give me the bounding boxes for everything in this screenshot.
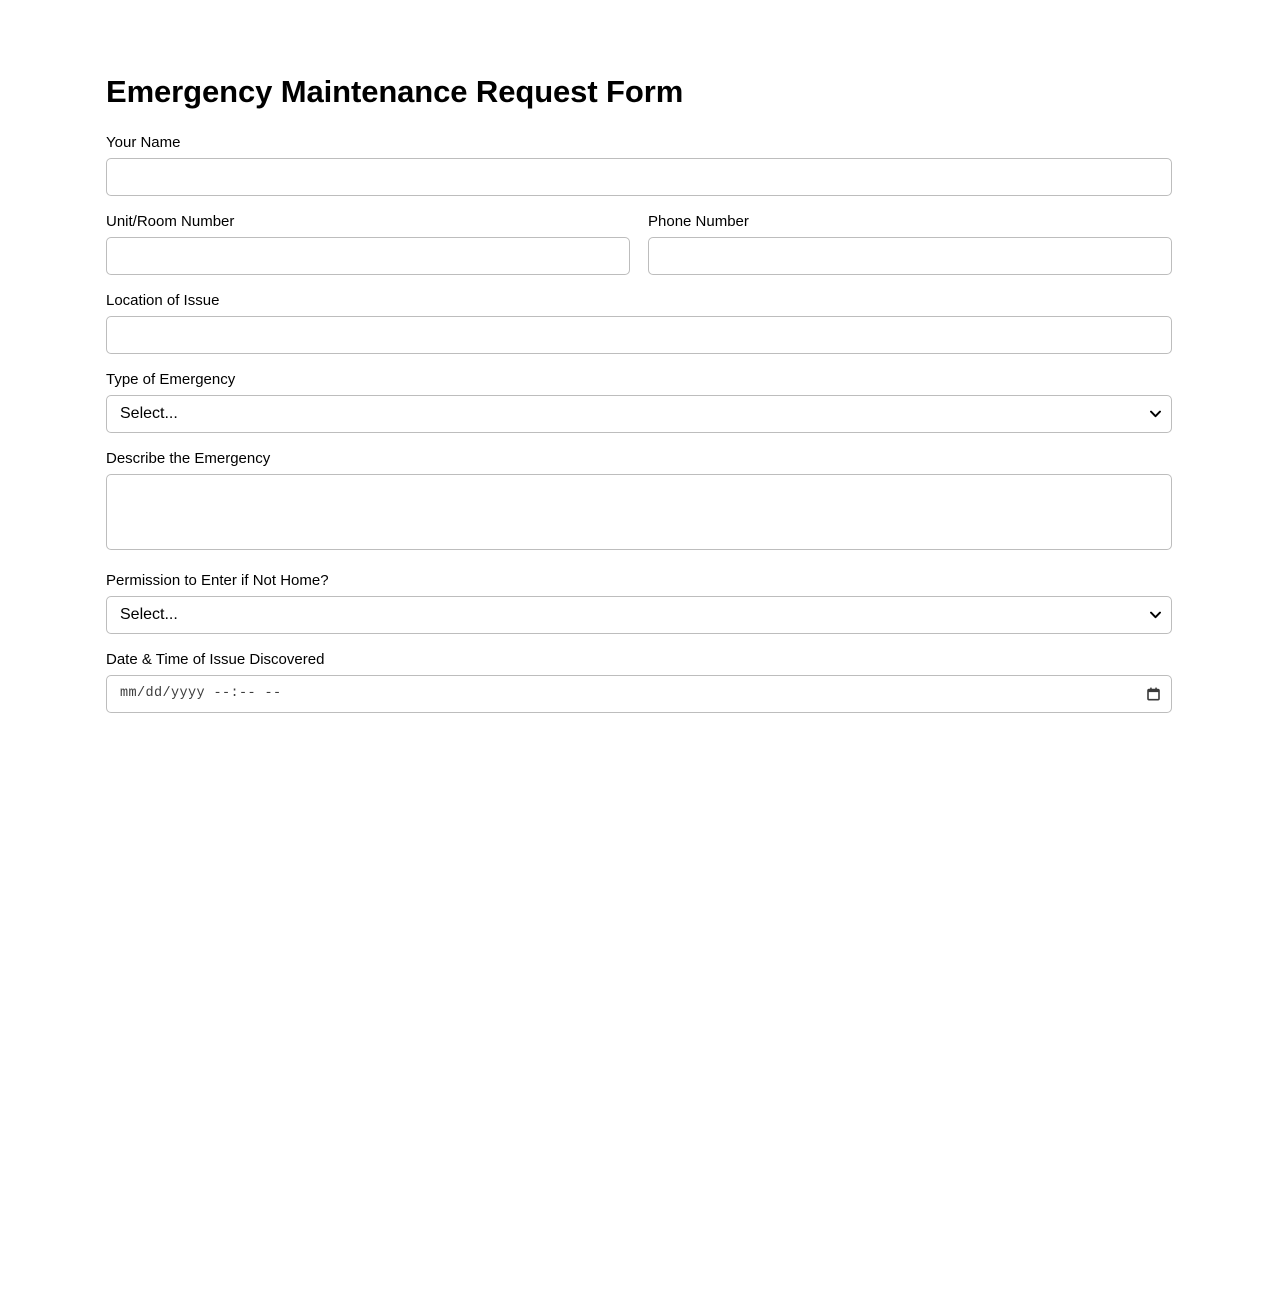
date-time-input-box[interactable] (106, 675, 1172, 713)
location-of-issue-input[interactable] (106, 316, 1172, 354)
field-describe-the-emergency (106, 450, 1172, 555)
type-of-emergency-selected-value[interactable]: Select... (106, 395, 1172, 433)
phone-number-label: Phone Number (648, 212, 749, 230)
emergency-maintenance-form (106, 74, 1172, 713)
unit-room-number-label: Unit/Room Number (106, 212, 235, 230)
your-name-label: Your Name (106, 133, 181, 151)
phone-number-input[interactable] (648, 237, 1172, 275)
type-of-emergency-label: Type of Emergency (106, 370, 236, 388)
unit-room-number-column (106, 213, 630, 275)
permission-to-enter-label: Permission to Enter if Not Home? (106, 571, 329, 589)
phone-number-column (648, 213, 1172, 275)
date-time-discovered-input[interactable] (106, 675, 1172, 713)
location-of-issue-label: Location of Issue (106, 291, 220, 309)
describe-the-emergency-label: Describe the Emergency (106, 449, 271, 467)
date-time-placeholder-text: mm/dd/yyyy --:-- -- (120, 686, 282, 702)
field-location-of-issue (106, 292, 1172, 354)
page-title: Emergency Maintenance Request Form (106, 74, 684, 109)
unit-and-phone-row (106, 213, 1172, 275)
field-date-time-discovered (106, 651, 1172, 713)
your-name-input[interactable] (106, 158, 1172, 196)
field-phone-number (648, 213, 1172, 275)
unit-room-number-input[interactable] (106, 237, 630, 275)
field-your-name (106, 134, 1172, 196)
field-type-of-emergency (106, 371, 1172, 433)
date-time-discovered-label: Date & Time of Issue Discovered (106, 650, 325, 668)
type-of-emergency-select[interactable] (106, 395, 1172, 433)
permission-to-enter-select[interactable] (106, 596, 1172, 634)
field-permission-to-enter (106, 572, 1172, 634)
field-unit-room-number (106, 213, 630, 275)
describe-the-emergency-textarea[interactable] (106, 474, 1172, 550)
permission-to-enter-selected-value[interactable]: Select... (106, 596, 1172, 634)
